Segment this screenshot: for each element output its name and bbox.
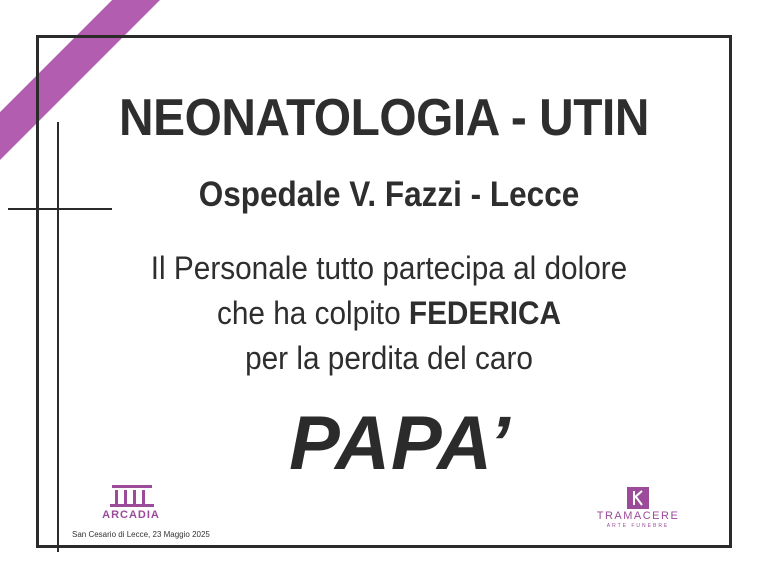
message-line-2 (27, 295, 751, 332)
bereaved-name: FEDERICA (408, 295, 562, 331)
tramacere-k-icon (627, 487, 649, 509)
tramacere-logo-text: TRAMACERE (596, 510, 680, 522)
tramacere-logo-subtext: ARTE FUNEBRE (606, 523, 670, 529)
message-line-2-text: che ha colpito (216, 295, 409, 331)
message-line-1: Il Personale tutto partecipa al dolore (150, 250, 628, 286)
notice-subtitle: Ospedale V. Fazzi - Lecce (198, 175, 580, 214)
notice-title: NEONATOLOGIA - UTIN (119, 89, 649, 147)
arcadia-logo-text: ARCADIA (102, 509, 160, 521)
message-line-3: per la perdita del caro (245, 340, 533, 376)
place-date: San Cesario di Lecce, 23 Maggio 2025 (72, 530, 210, 539)
deceased-name: PAPA’ (289, 401, 511, 486)
